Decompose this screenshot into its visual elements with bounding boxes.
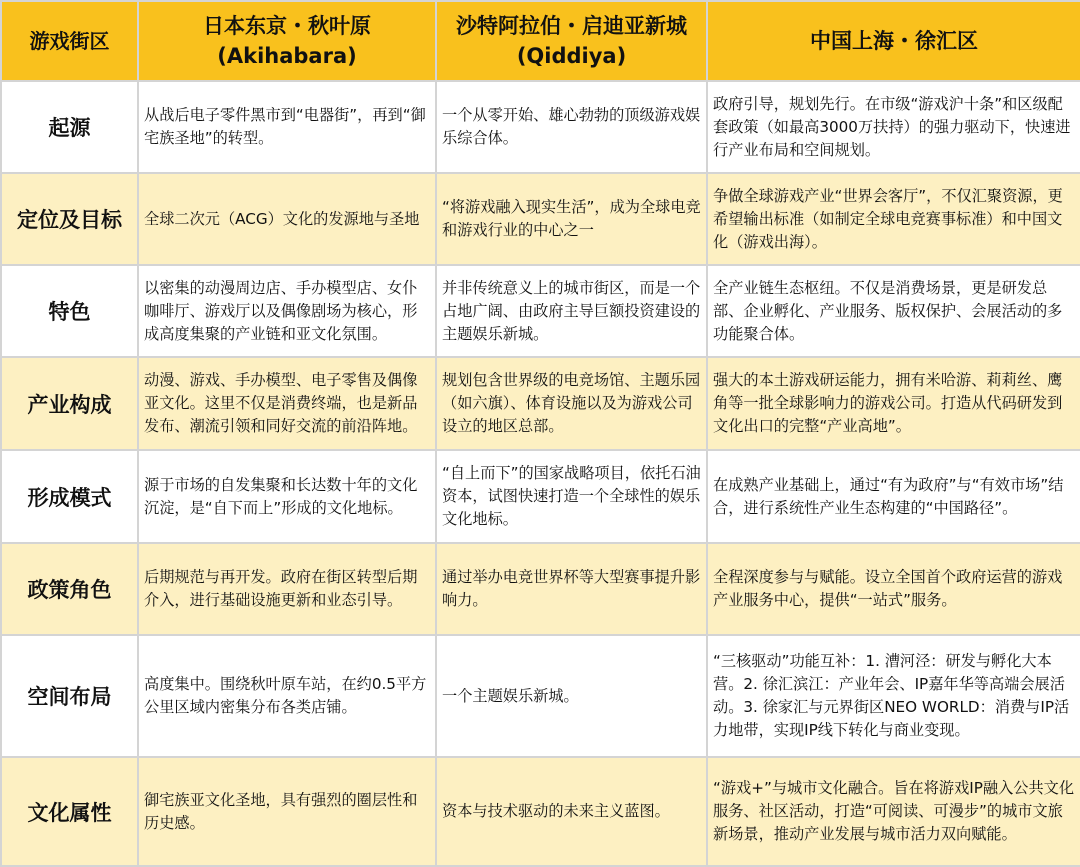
table-cell: 并非传统意义上的城市街区，而是一个占地广阔、由政府主导巨额投资建设的主题娱乐新城。 — [436, 265, 707, 357]
table-row-culture — [1, 757, 1080, 866]
table-cell: 源于市场的自发集聚和长达数十年的文化沉淀，是“自下而上”形成的文化地标。 — [138, 450, 436, 543]
row-header: 起源 — [1, 81, 138, 173]
table-cell: “自上而下”的国家战略项目，依托石油资本，试图快速打造一个全球性的娱乐文化地标。 — [436, 450, 707, 543]
row-header: 政策角色 — [1, 543, 138, 635]
table-cell: 在成熟产业基础上，通过“有为政府”与“有效市场”结合，进行系统性产业生态构建的“中国路径”。 — [707, 450, 1080, 543]
column-header-name: 沙特阿拉伯・启迪亚新城 — [456, 14, 687, 38]
table-cell: 一个从零开始、雄心勃勃的顶级游戏娱乐综合体。 — [436, 81, 707, 173]
row-header: 形成模式 — [1, 450, 138, 543]
table-cell: 全球二次元（ACG）文化的发源地与圣地 — [138, 173, 436, 265]
table-cell: 强大的本土游戏研运能力，拥有米哈游、莉莉丝、鹰角等一批全球影响力的游戏公司。打造从代码研发到文化出口的完整“产业高地”。 — [707, 357, 1080, 450]
table-cell: 规划包含世界级的电竞场馆、主题乐园（如六旗）、体育设施以及为游戏公司设立的地区总部。 — [436, 357, 707, 450]
table-cell: 从战后电子零件黑市到“电器街”，再到“御宅族圣地”的转型。 — [138, 81, 436, 173]
row-header: 空间布局 — [1, 635, 138, 757]
table-row-positioning — [1, 173, 1080, 265]
table-cell: 通过举办电竞世界杯等大型赛事提升影响力。 — [436, 543, 707, 635]
table-cell: 政府引导，规划先行。在市级“游戏沪十条”和区级配套政策（如最高3000万扶持）的强力驱动下，快速进行产业布局和空间规划。 — [707, 81, 1080, 173]
corner-header: 游戏街区 — [1, 1, 138, 81]
table-cell: “三核驱动”功能互补：1. 漕河泾：研发与孵化大本营。2. 徐汇滨江：产业年会、IP嘉年华等高端会展活动。3. 徐家汇与元界街区NEO WORLD：消费与IP活力地带，实现IP线下转化与商业变现。 — [707, 635, 1080, 757]
column-header-name: 日本东京・秋叶原 — [203, 14, 371, 38]
column-header-xuhui — [707, 1, 1080, 81]
column-header-akihabara — [138, 1, 436, 81]
table-row-spatial — [1, 635, 1080, 757]
table-cell: 御宅族亚文化圣地，具有强烈的圈层性和历史感。 — [138, 757, 436, 866]
table-row-policy — [1, 543, 1080, 635]
table-cell: “将游戏融入现实生活”，成为全球电竞和游戏行业的中心之一 — [436, 173, 707, 265]
column-header-sub: (Akihabara) — [217, 44, 357, 68]
table-cell: 一个主题娱乐新城。 — [436, 635, 707, 757]
table-cell: “游戏+”与城市文化融合。旨在将游戏IP融入公共文化服务、社区活动，打造“可阅读、可漫步”的城市文旅新场景，推动产业发展与城市活力双向赋能。 — [707, 757, 1080, 866]
table-cell: 争做全球游戏产业“世界会客厅”，不仅汇聚资源，更希望输出标准（如制定全球电竞赛事标准）和中国文化（游戏出海）。 — [707, 173, 1080, 265]
header-row — [1, 1, 1080, 81]
table-cell: 全程深度参与与赋能。设立全国首个政府运营的游戏产业服务中心，提供“一站式”服务。 — [707, 543, 1080, 635]
table-row-features — [1, 265, 1080, 357]
row-header: 定位及目标 — [1, 173, 138, 265]
row-header: 文化属性 — [1, 757, 138, 866]
table-cell: 动漫、游戏、手办模型、电子零售及偶像亚文化。这里不仅是消费终端，也是新品发布、潮流引领和同好交流的前沿阵地。 — [138, 357, 436, 450]
table-row-industry — [1, 357, 1080, 450]
table-cell: 高度集中。围绕秋叶原车站，在约0.5平方公里区域内密集分布各类店铺。 — [138, 635, 436, 757]
table-row-origin — [1, 81, 1080, 173]
table-cell: 资本与技术驱动的未来主义蓝图。 — [436, 757, 707, 866]
table-cell: 全产业链生态枢纽。不仅是消费场景，更是研发总部、企业孵化、产业服务、版权保护、会展活动的多功能聚合体。 — [707, 265, 1080, 357]
column-header-name: 中国上海・徐汇区 — [810, 29, 978, 53]
column-header-sub: (Qiddiya) — [516, 44, 627, 68]
column-header-qiddiya — [436, 1, 707, 81]
table-cell: 后期规范与再开发。政府在街区转型后期介入，进行基础设施更新和业态引导。 — [138, 543, 436, 635]
row-header: 特色 — [1, 265, 138, 357]
table-row-formation — [1, 450, 1080, 543]
row-header: 产业构成 — [1, 357, 138, 450]
table-cell: 以密集的动漫周边店、手办模型店、女仆咖啡厅、游戏厅以及偶像剧场为核心，形成高度集聚的产业链和亚文化氛围。 — [138, 265, 436, 357]
